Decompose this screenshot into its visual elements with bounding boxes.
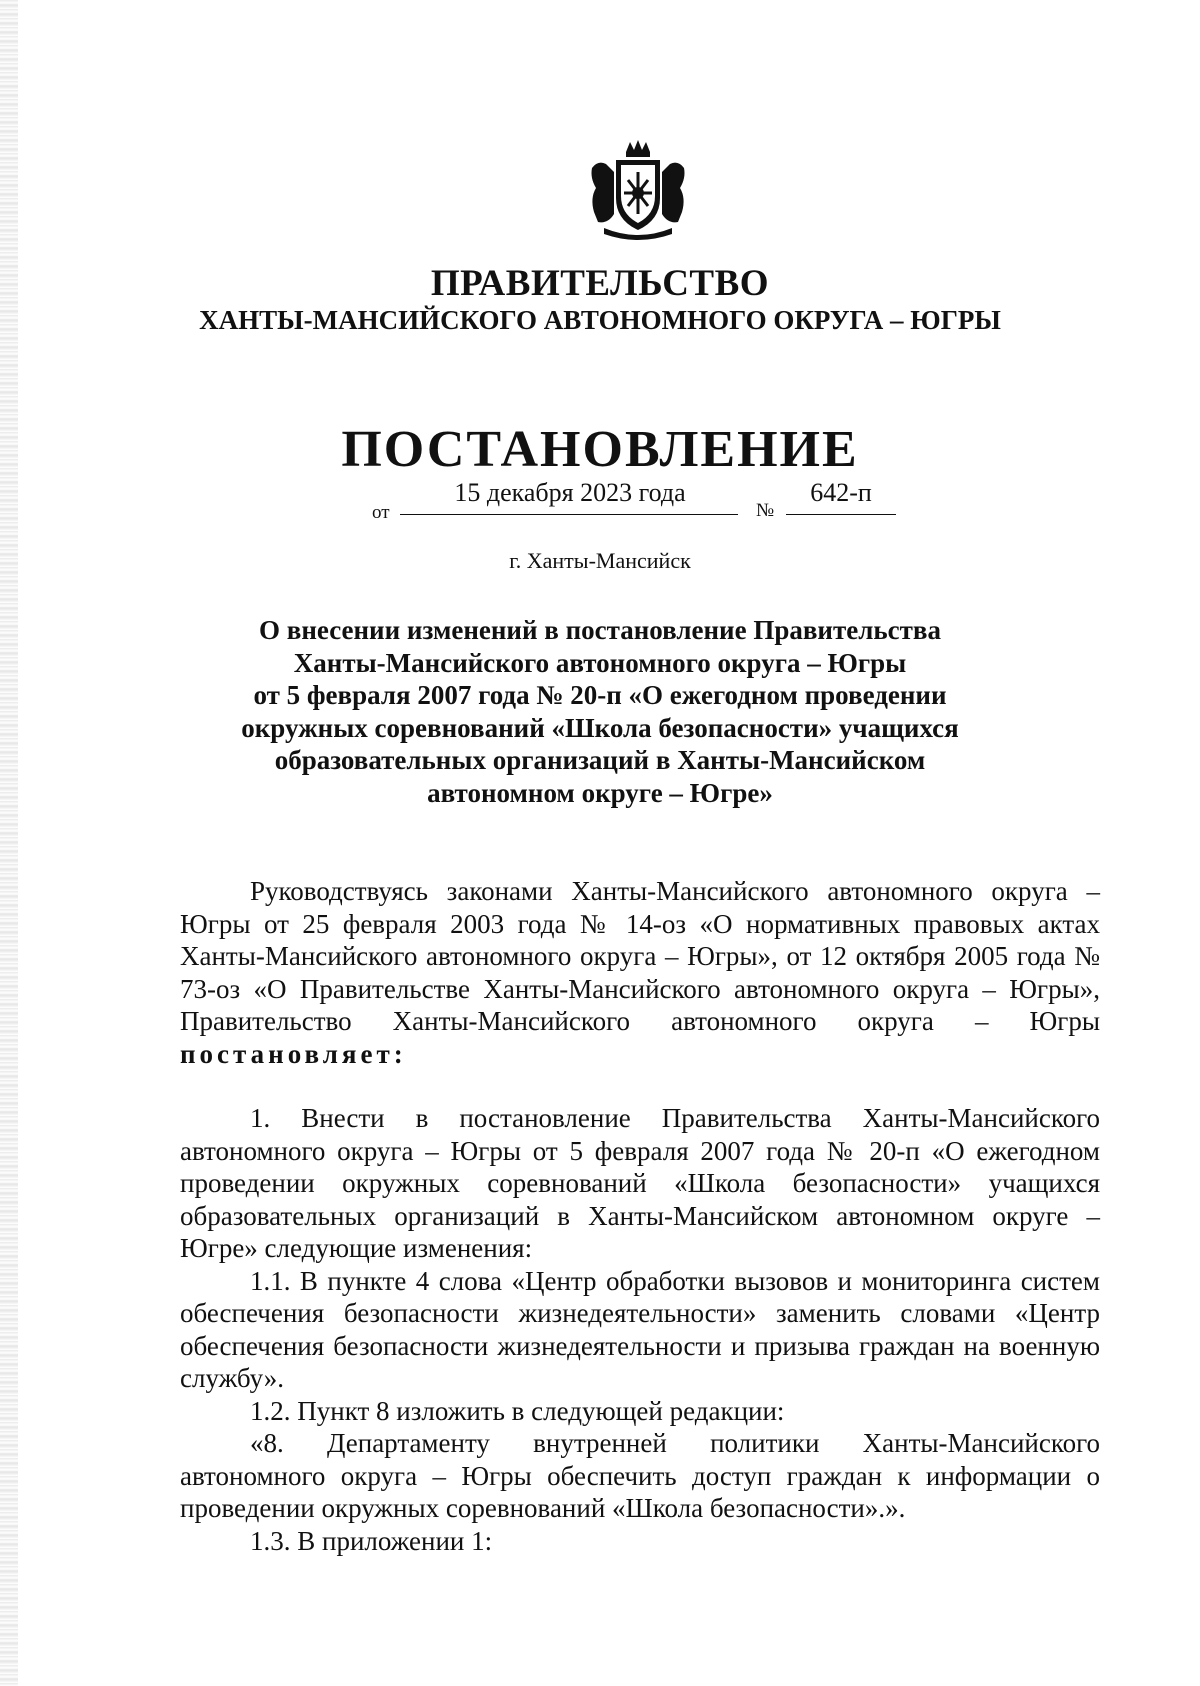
date-number-line [0, 478, 1200, 528]
paragraph-8-quote: «8. Департаменту внутренней политики Ханты-Мансийского автономного округа – Югры обеспечить доступ граждан к информации о проведении окружных соревнований «Школа безопасности».». [180, 1428, 1100, 1523]
document-number: 642-п [810, 478, 872, 507]
paragraph-1: 1. Внести в постановление Правительства Ханты-Мансийского автономного округа – Югры от 5 февраля 2007 года № 20-п «О ежегодном проведении окружных соревнований «Школа безопасности» учащихся образовательных организаций в Ханты-Мансийском автономном округе – Югре» следующие изменения: [180, 1103, 1100, 1263]
scan-edge [0, 0, 18, 1686]
number-prefix: № [756, 500, 775, 521]
number-underline [786, 514, 896, 515]
preamble-paragraph [180, 875, 1100, 1070]
heading-line: образовательных организаций в Ханты-Мансийском [274, 745, 926, 775]
region-name: ХАНТЫ-МАНСИЙСКОГО АВТОНОМНОГО ОКРУГА – ЮГРЫ [199, 305, 1001, 335]
heading-line: от 5 февраля 2007 года № 20-п «О ежегодном проведении [253, 680, 947, 710]
heading-line: Ханты-Мансийского автономного округа – Югры [293, 647, 907, 678]
coat-of-arms-emblem [588, 138, 688, 242]
heading-line: автономном округе – Югре» [427, 777, 773, 808]
preamble-text: Руководствуясь законами Ханты-Мансийского автономного округа – Югры от 25 февраля 2003 года № 14-оз «О нормативных правовых актах Ханты-Мансийского автономного округа – Югры», от 12 октября 2005 года № 73-оз «О Правительстве Ханты-Мансийского автономного округа – Югры», Правительство Ханты-Мансийского автономного округа – Югры [180, 876, 1100, 1036]
document-heading [150, 614, 1050, 809]
date-underline [400, 514, 738, 515]
document-date: 15 декабря 2023 года [454, 478, 686, 507]
paragraph-1-3: 1.3. В приложении 1: [250, 1525, 493, 1556]
government-title: ПРАВИТЕЛЬСТВО [430, 263, 770, 304]
heading-line: окружных соревнований «Школа безопасности» учащихся [241, 712, 959, 743]
paragraph-1-2: 1.2. Пункт 8 изложить в следующей редакции: [250, 1395, 785, 1426]
decree-word: постановляет: [180, 1038, 407, 1069]
document-type: ПОСТАНОВЛЕНИЕ [341, 421, 859, 478]
heading-line: О внесении изменений в постановление Правительства [259, 615, 941, 645]
date-prefix: от [372, 502, 390, 523]
city: г. Ханты-Мансийск [509, 548, 691, 573]
paragraph-1-1: 1.1. В пункте 4 слова «Центр обработки вызовов и мониторинга систем обеспечения безопасности жизнедеятельности» заменить словами «Центр обеспечения безопасности жизнедеятельности и призыва граждан на военную службу». [180, 1265, 1100, 1393]
document-body [180, 875, 1100, 1557]
